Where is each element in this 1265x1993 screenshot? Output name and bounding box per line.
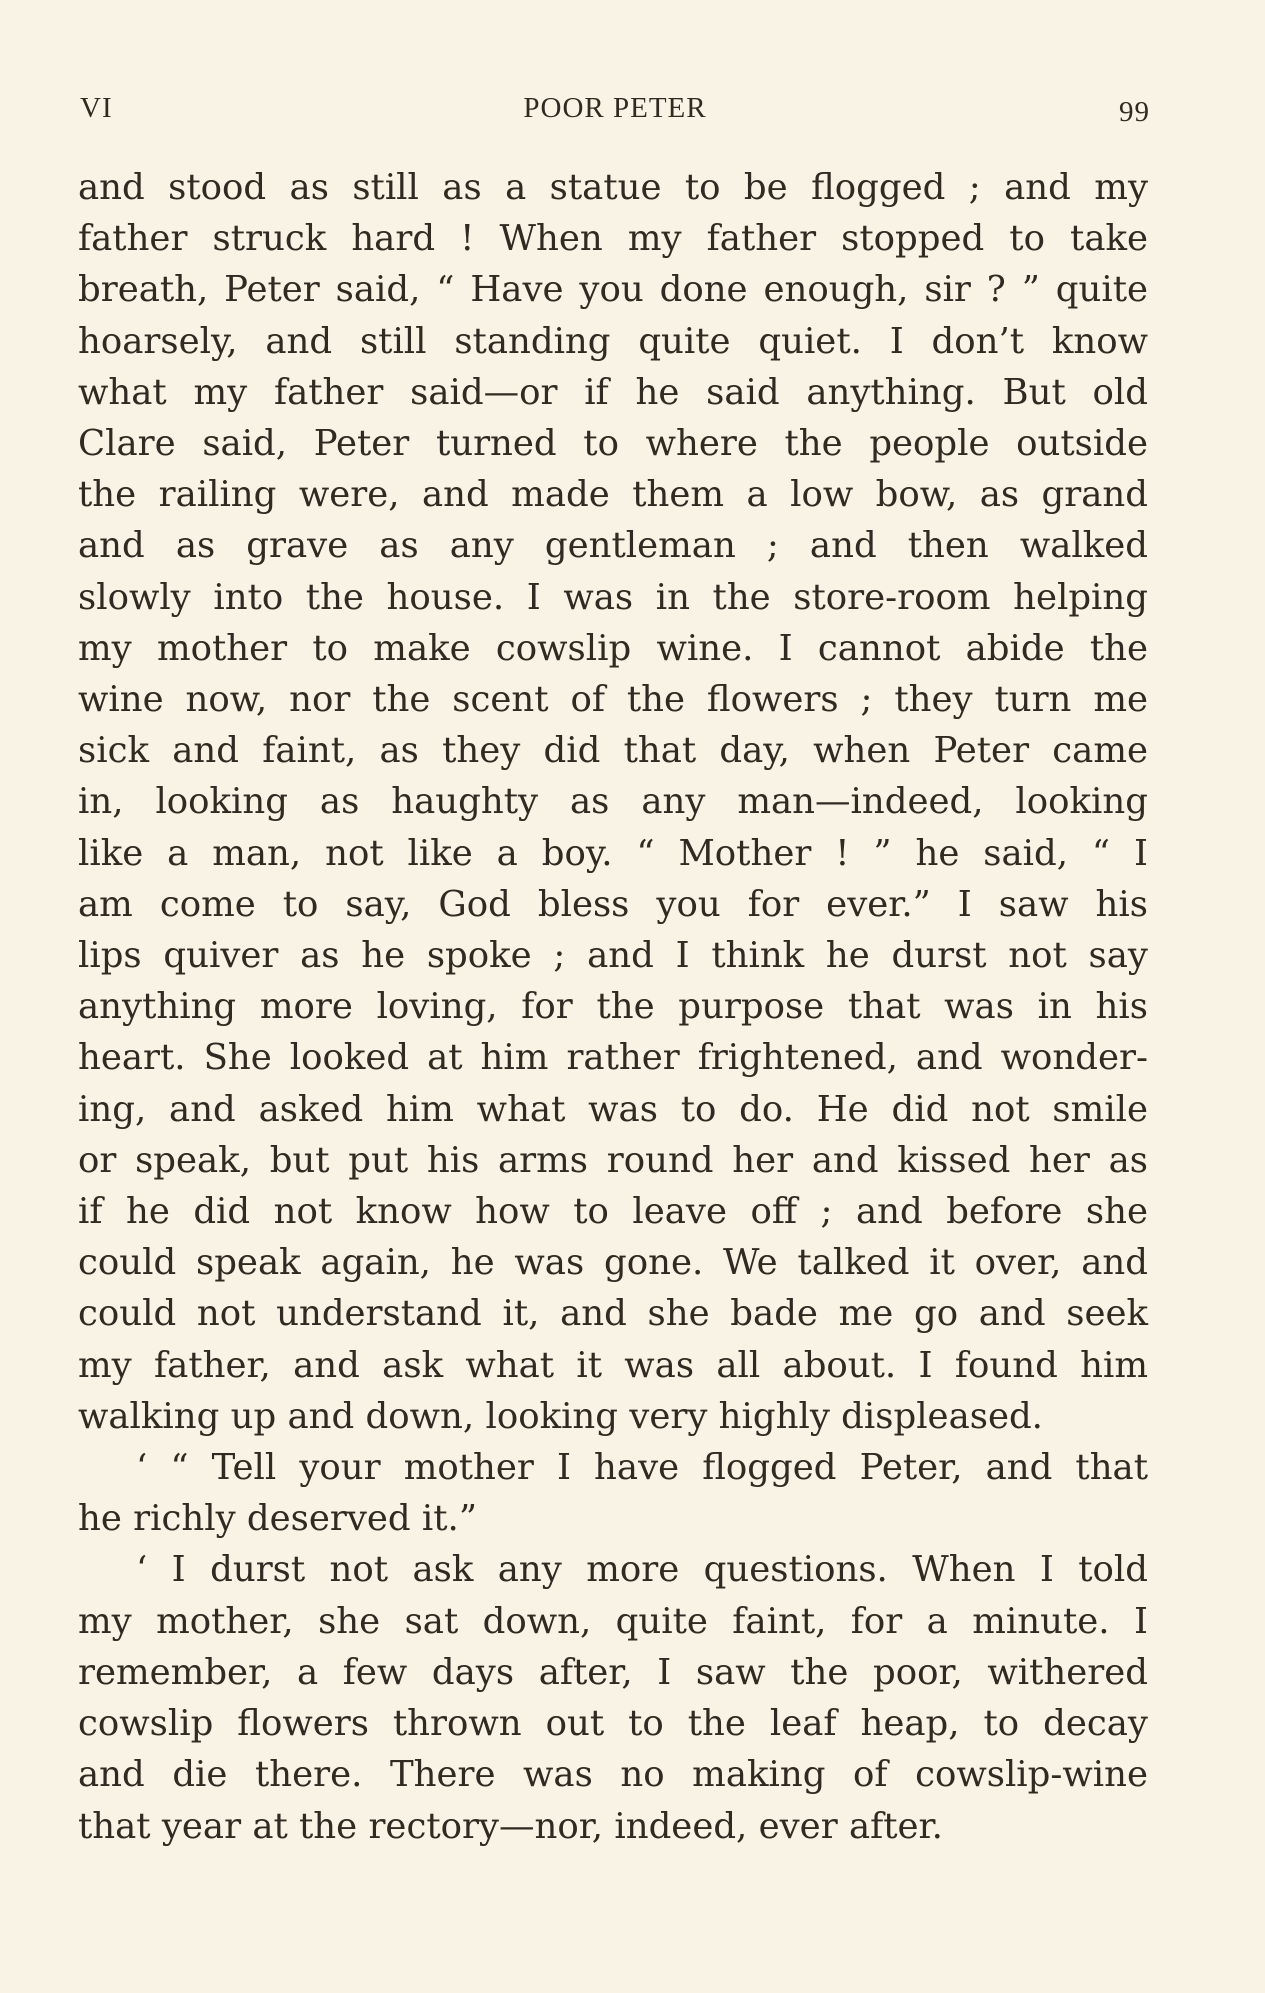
- text-line: hoarsely, and still standing quite quiet. I don’t know: [78, 320, 1148, 362]
- text-line: am come to say, God bless you for ever.” I saw his: [78, 883, 1148, 925]
- paragraph: [78, 162, 1148, 1442]
- text-line: sick and faint, as they did that day, when Peter came: [78, 730, 1148, 772]
- text-line: slowly into the house. I was in the store-room helping: [78, 576, 1148, 618]
- text-line: wine now, nor the scent of the flowers ; they turn me: [78, 679, 1148, 721]
- text-line: my mother to make cowslip wine. I cannot abide the: [78, 627, 1148, 669]
- text-line: ing, and asked him what was to do. He did not smile: [78, 1088, 1148, 1130]
- text-line: my father, and ask what it was all about. I found him: [78, 1344, 1148, 1386]
- text-line: that year at the rectory—nor, indeed, ever after.: [78, 1805, 943, 1847]
- text-line: could not understand it, and she bade me go and seek: [78, 1293, 1148, 1335]
- text-line: or speak, but put his arms round her and kissed her as: [78, 1139, 1148, 1181]
- text-line: heart. She looked at him rather frightened, and wonder-: [78, 1037, 1148, 1079]
- text-line: and as grave as any gentleman ; and then walked: [78, 525, 1148, 567]
- text-line: ‘ I durst not ask any more questions. When I told: [136, 1549, 1148, 1591]
- running-title: POOR PETER: [523, 92, 707, 124]
- text-line: ‘ “ Tell your mother I have flogged Peter, and that: [136, 1447, 1148, 1489]
- text-line: what my father said—or if he said anything. But old: [78, 371, 1148, 413]
- text-line: father struck hard ! When my father stopped to take: [78, 218, 1148, 260]
- text-line: my mother, she sat down, quite faint, for a minute. I: [78, 1600, 1148, 1642]
- page-number: 99: [1119, 96, 1150, 128]
- text-line: could speak again, he was gone. We talked it over, and: [78, 1242, 1148, 1284]
- text-line: the railing were, and made them a low bow, as grand: [78, 474, 1148, 516]
- running-head: [80, 92, 1150, 132]
- paragraph: [78, 1544, 1148, 1851]
- text-line: cowslip flowers thrown out to the leaf heap, to decay: [78, 1703, 1148, 1745]
- text-line: lips quiver as he spoke ; and I think he durst not say: [78, 935, 1148, 977]
- text-line: breath, Peter said, “ Have you done enough, sir ? ” quite: [78, 269, 1148, 311]
- text-line: remember, a few days after, I saw the poor, withered: [78, 1651, 1148, 1693]
- text-line: anything more loving, for the purpose that was in his: [78, 986, 1148, 1028]
- text-line: in, looking as haughty as any man—indeed, looking: [78, 781, 1148, 823]
- body-text: [78, 162, 1148, 1852]
- text-line: and stood as still as a statue to be flogged ; and my: [78, 167, 1148, 208]
- text-line: and die there. There was no making of cowslip-wine: [78, 1754, 1148, 1796]
- paragraph: [78, 1442, 1148, 1544]
- text-line: Clare said, Peter turned to where the people outside: [78, 423, 1148, 465]
- chapter-number: VI: [80, 92, 113, 124]
- text-line: if he did not know how to leave off ; and before she: [78, 1191, 1148, 1233]
- text-line: he richly deserved it.”: [78, 1498, 477, 1540]
- text-line: like a man, not like a boy. “ Mother ! ” he said, “ I: [78, 832, 1148, 874]
- text-line: walking up and down, looking very highly displeased.: [78, 1395, 1043, 1437]
